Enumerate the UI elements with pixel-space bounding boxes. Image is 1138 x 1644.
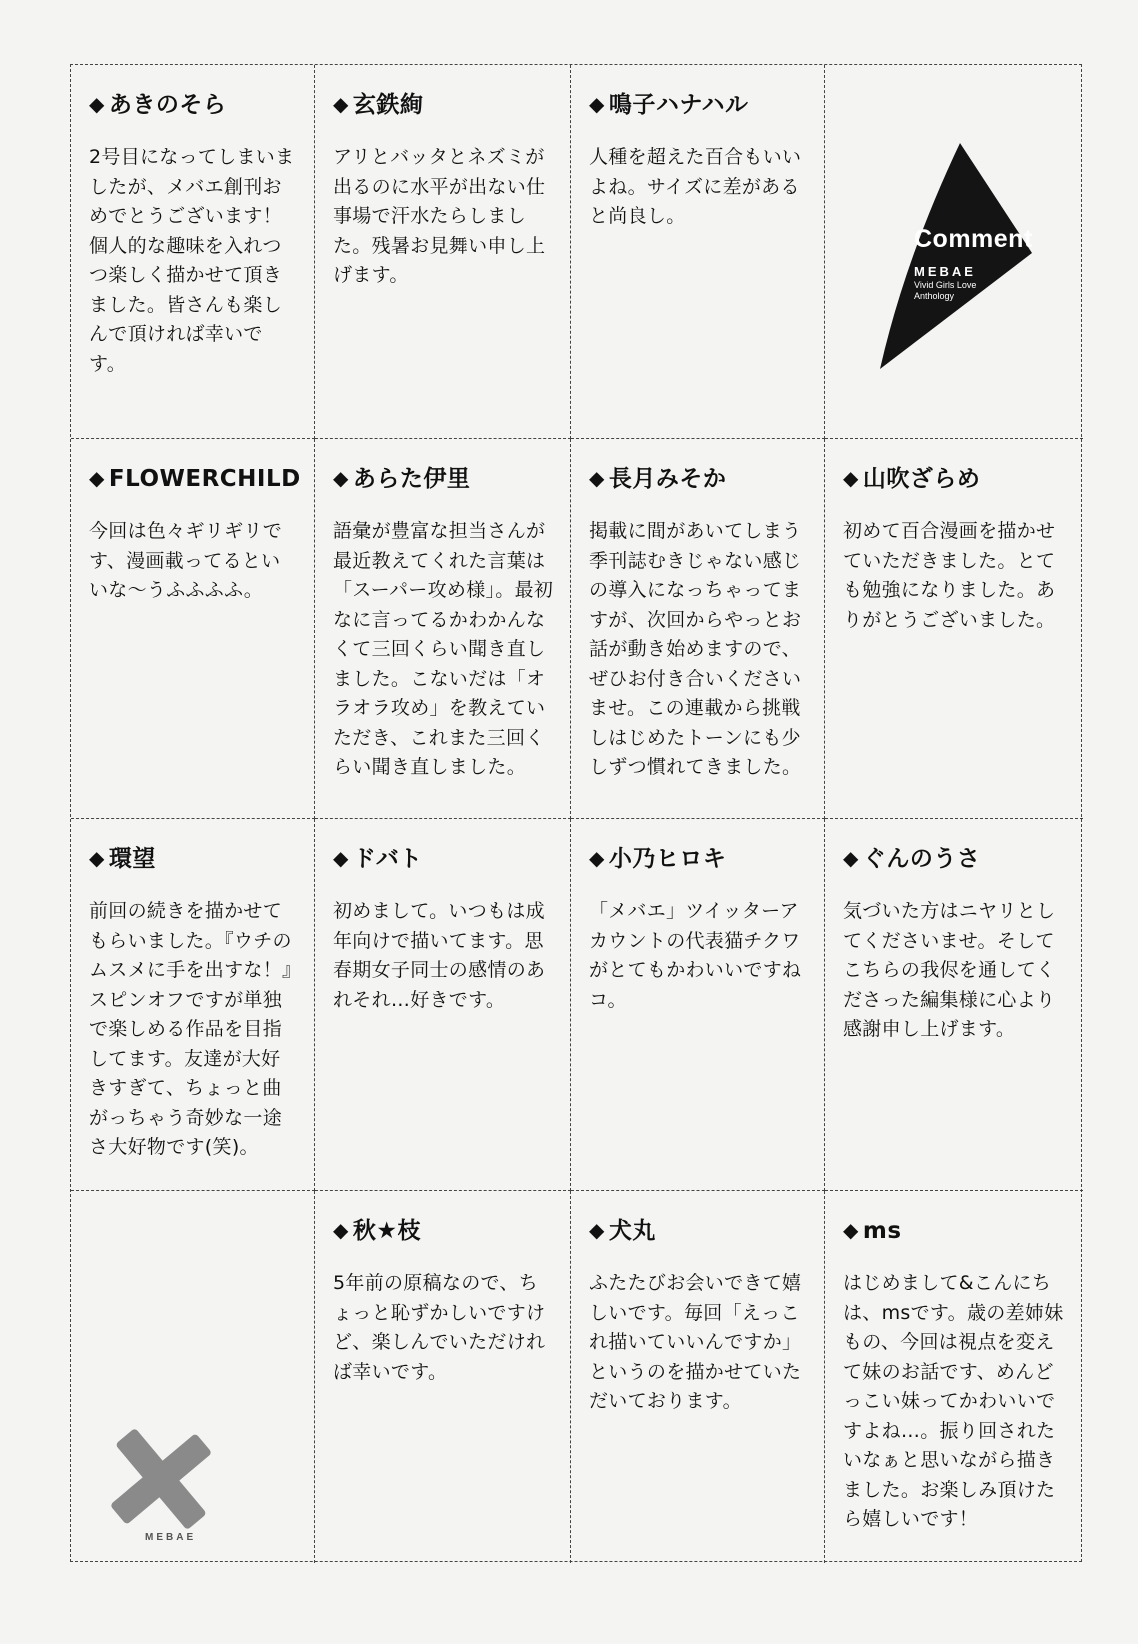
comment-text: ふたたびお会いできて嬉しいです。毎回「えっこれ描いていいんですか」というのを描かせていただいております。: [589, 1272, 802, 1412]
author-name: ◆ ぐんのうさ: [843, 843, 1067, 875]
comment-text: 今回は色々ギリギリです、漫画載ってるといいな〜うふふふふ。: [89, 520, 283, 601]
diamond-marker-icon: ◆: [333, 92, 349, 116]
author-name: ◆ 山吹ざらめ: [843, 463, 1067, 495]
comment-cell: [71, 439, 315, 819]
comment-logo-cell: [825, 65, 1083, 439]
author-name: ◆ 鳴子ハナハル: [589, 89, 808, 121]
diamond-marker-icon: ◆: [843, 1218, 859, 1242]
diamond-marker-icon: ◆: [333, 466, 349, 490]
comment-text: 前回の続きを描かせてもらいました。『ウチのムスメに手を出すな！』スピンオフですが単独で楽しめる作品を目指してます。友達が大好きすぎて、ちょっと曲がっちゃう奇妙な一途さ大好物です(笑)。: [89, 900, 292, 1158]
comment-text: 5年前の原稿なので、ちょっと恥ずかしいですけど、楽しんでいただければ幸いです。: [333, 1272, 546, 1383]
author-name: ◆ FLOWERCHILD: [89, 463, 298, 495]
author-name: ◆ あきのそら: [89, 89, 298, 121]
comment-cell: [315, 65, 571, 439]
author-name: ◆ 小乃ヒロキ: [589, 843, 808, 875]
diamond-marker-icon: ◆: [843, 846, 859, 870]
author-name: ◆ あらた伊里: [333, 463, 554, 495]
diamond-marker-icon: ◆: [333, 1218, 349, 1242]
comment-text: はじめまして&こんにちは、msです。歳の差姉妹もの、今回は視点を変えて妹のお話です、めんどっこい妹ってかわいいですよね…。振り回されたいなぁと思いながら描きました。お楽しみ頂けたら嬉しいです！: [843, 1272, 1064, 1530]
author-name: ◆ 玄鉄絢: [333, 89, 554, 121]
author-name: ◆ 長月みそか: [589, 463, 808, 495]
comment-text: 「メバエ」ツイッターアカウントの代表猫チクワがとてもかわいいですねコ。: [589, 900, 802, 1011]
comment-cell: [315, 439, 571, 819]
comment-text: 初めて百合漫画を描かせていただきました。とても勉強になりました。ありがとうございました。: [843, 520, 1056, 631]
comment-cell: [825, 819, 1083, 1191]
diamond-marker-icon: ◆: [843, 466, 859, 490]
comment-text: 初めまして。いつもは成年向けで描いてます。思春期女子同士の感情のあれそれ…好きです。: [333, 900, 546, 1011]
diamond-marker-icon: ◆: [89, 466, 105, 490]
logo-title: Comment: [914, 224, 1033, 253]
diamond-marker-icon: ◆: [89, 846, 105, 870]
comment-cell: [71, 819, 315, 1191]
comment-cell: [571, 439, 825, 819]
logo-brand: MEBAE: [914, 263, 976, 279]
x-mark-icon: [101, 1419, 221, 1539]
comment-cell: [71, 65, 315, 439]
comment-cell: [571, 1191, 825, 1563]
comment-cell: [571, 819, 825, 1191]
logo-subtitle: Anthology: [914, 290, 955, 301]
diamond-marker-icon: ◆: [333, 846, 349, 870]
comment-text: 人種を超えた百合もいいよね。サイズに差があると尚良し。: [589, 146, 802, 227]
comment-logo: [860, 129, 1050, 389]
diamond-marker-icon: ◆: [589, 92, 605, 116]
comment-cell: [825, 439, 1083, 819]
comment-cell: [825, 1191, 1083, 1563]
author-name: ◆ 犬丸: [589, 1215, 808, 1247]
logo-subtitle: Vivid Girls Love: [914, 279, 977, 290]
comment-text: 2号目になってしまいましたが、メバエ創刊おめでとうございます！個人的な趣味を入れつつ楽しく描かせて頂きました。皆さんも楽しんで頂ければ幸いです。: [89, 146, 295, 375]
author-name: ◆ ドバト: [333, 843, 554, 875]
comment-cell: [315, 819, 571, 1191]
comment-text: 掲載に間があいてしまう季刊誌むきじゃない感じの導入になっちゃってますが、次回からやっとお話が動き始めますので、ぜひお付き合いくださいませ。この連載から挑戦しはじめたトーンにも少しずつ慣れてきました。: [589, 520, 802, 778]
diamond-marker-icon: ◆: [589, 846, 605, 870]
author-name: ◆ ms: [843, 1215, 1067, 1247]
diamond-marker-icon: ◆: [89, 92, 105, 116]
diamond-marker-icon: ◆: [589, 1218, 605, 1242]
comment-grid: [70, 64, 1082, 1562]
comment-cell: [571, 65, 825, 439]
author-name: ◆ 環望: [89, 843, 298, 875]
mark-cell: [71, 1191, 315, 1563]
mark-label: MEBAE: [145, 1532, 197, 1543]
comment-text: 語彙が豊富な担当さんが最近教えてくれた言葉は「スーパー攻め様」。最初なに言ってるかわかんなくて三回くらい聞き直しました。こないだは「オラオラ攻め」を教えていただき、これまた三回くらい聞き直しました。: [333, 520, 554, 778]
comment-text: アリとバッタとネズミが出るのに水平が出ない仕事場で汗水たらしました。残暑お見舞い申し上げます。: [333, 146, 546, 286]
comment-cell: [315, 1191, 571, 1563]
author-name: ◆ 秋★枝: [333, 1215, 554, 1247]
comment-text: 気づいた方はニヤリとしてくださいませ。そしてこちらの我侭を通してくださった編集様に心より感謝申し上げます。: [843, 900, 1056, 1040]
diamond-marker-icon: ◆: [589, 466, 605, 490]
